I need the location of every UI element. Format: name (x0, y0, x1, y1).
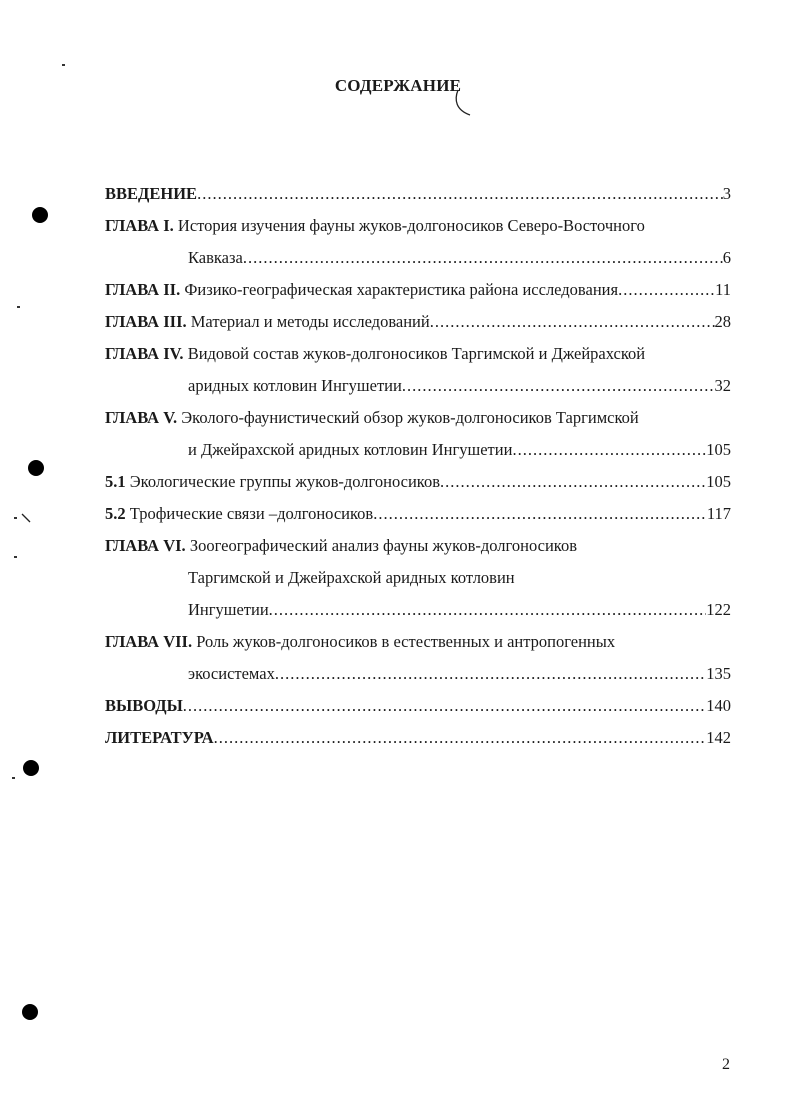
toc-page-number: 3 (722, 184, 731, 203)
toc-entry-section-5-1: 5.1 Экологические группы жуков-долгоносиков ..... 105 (105, 466, 731, 498)
toc-page-number: 11 (715, 280, 731, 299)
toc-page-number: 135 (706, 664, 731, 683)
toc-entry-conclusions: ВЫВОДЫ ..... 140 (105, 690, 731, 722)
toc-page-number: 140 (706, 696, 731, 715)
scan-speck (12, 777, 15, 779)
punch-hole (23, 760, 39, 776)
toc-entry-chapter-7-cont: экосистемах ..... 135 (105, 658, 731, 690)
toc-entry-intro: ВВЕДЕНИЕ ..... 3 (105, 178, 731, 210)
scan-speck (14, 517, 17, 519)
page-title: СОДЕРЖАНИЕ (334, 76, 462, 95)
punch-hole (32, 207, 48, 223)
toc-entry-chapter-1: ГЛАВА I. История изучения фауны жуков-долгоносиков Северо-Восточного (105, 216, 645, 235)
scan-speck (62, 64, 65, 66)
toc-page-number: 105 (706, 440, 731, 459)
table-of-contents (105, 178, 731, 754)
pen-mark (20, 512, 34, 524)
toc-entry-literature: ЛИТЕРАТУРА ..... 142 (105, 722, 731, 754)
punch-hole (22, 1004, 38, 1020)
toc-page-number: 105 (706, 472, 731, 491)
scan-speck (17, 306, 20, 308)
toc-entry-chapter-7: ГЛАВА VII. Роль жуков-долгоносиков в естественных и антропогенных (105, 632, 616, 651)
toc-page-number: 6 (722, 248, 731, 267)
page-number: 2 (722, 1056, 730, 1073)
toc-entry-chapter-2: ГЛАВА II. Физико-географическая характеристика района исследования ..... 11 (105, 274, 731, 306)
toc-entry-chapter-5: ГЛАВА V. Эколого-фаунистический обзор жуков-долгоносиков Таргимской (105, 408, 639, 427)
toc-entry-chapter-5-cont: и Джейрахской аридных котловин Ингушетии ..... 105 (105, 434, 731, 466)
toc-entry-chapter-1-cont: Кавказа ..... 6 (105, 242, 731, 274)
scan-speck (14, 556, 17, 558)
toc-page-number: 142 (706, 728, 731, 747)
toc-page-number: 117 (706, 504, 731, 523)
toc-entry-chapter-3: ГЛАВА III. Материал и методы исследований ..... 28 (105, 306, 731, 338)
toc-page-number: 32 (714, 376, 731, 395)
toc-entry-chapter-6: ГЛАВА VI. Зоогеографический анализ фауны жуков-долгоносиков (105, 536, 578, 555)
toc-page-number: 122 (706, 600, 731, 619)
toc-page-number: 28 (714, 312, 731, 331)
toc-entry-chapter-6-cont: Таргимской и Джейрахской аридных котловин (188, 568, 515, 587)
toc-entry-chapter-6-cont2: Ингушетии ..... 122 (105, 594, 731, 626)
toc-entry-section-5-2: 5.2 Трофические связи –долгоносиков ..... 117 (105, 498, 731, 530)
punch-hole (28, 460, 44, 476)
toc-entry-chapter-4-cont: аридных котловин Ингушетии ..... 32 (105, 370, 731, 402)
toc-entry-chapter-4: ГЛАВА IV. Видовой состав жуков-долгоносиков Таргимской и Джейрахской (105, 344, 646, 363)
